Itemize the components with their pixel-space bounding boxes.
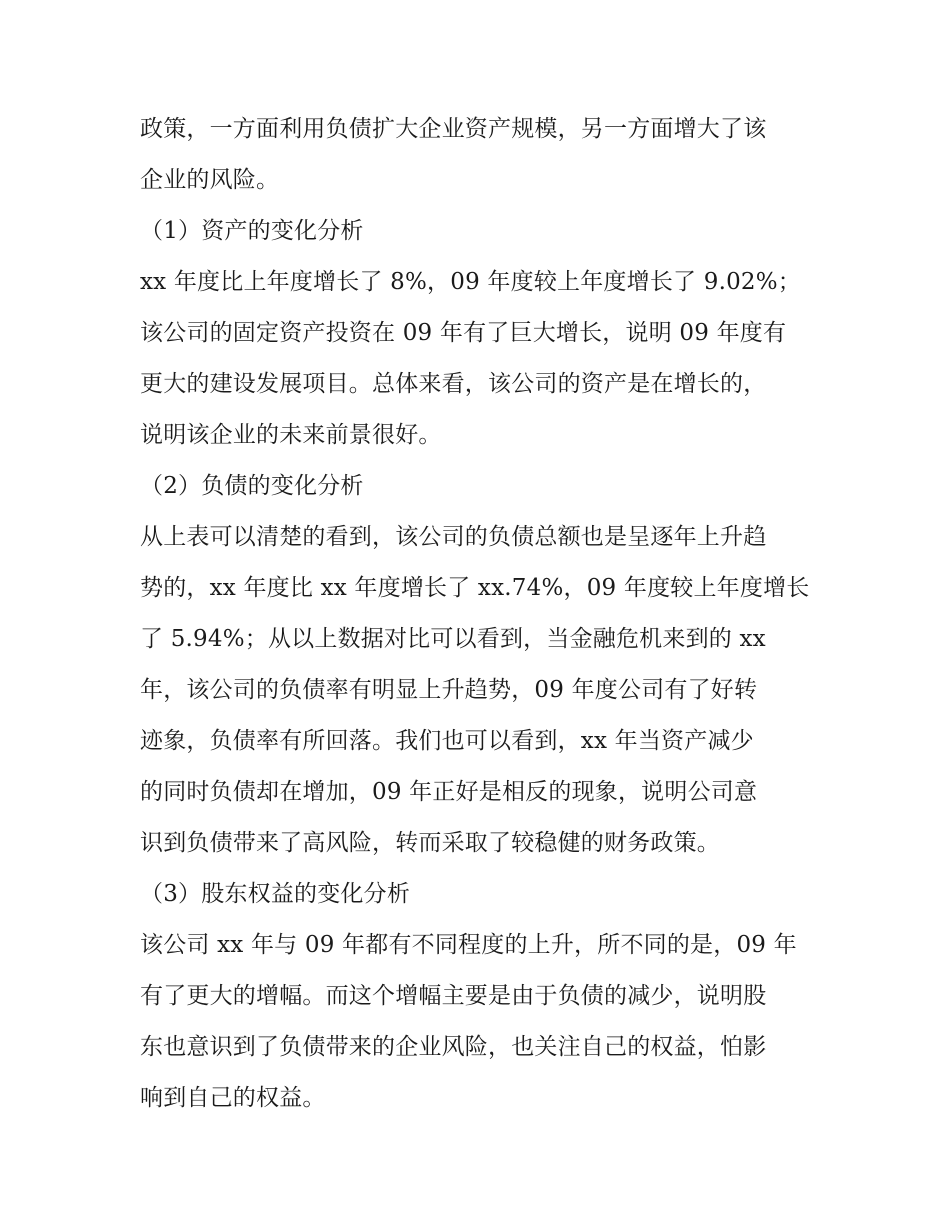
- paragraph-line: 政策，一方面利用负债扩大企业资产规模，另一方面增大了该: [140, 116, 767, 142]
- paragraph-line: 企业的风险。: [140, 167, 280, 193]
- paragraph-line: 识到负债带来了高风险，转而采取了较稳健的财务政策。: [140, 830, 720, 856]
- paragraph-line: 说明该企业的未来前景很好。: [140, 422, 442, 448]
- paragraph-line: 了 5.94%；从以上数据对比可以看到，当金融危机来到的 xx: [140, 626, 766, 652]
- paragraph-line: 的同时负债却在增加，09 年正好是相反的现象，说明公司意: [140, 779, 758, 805]
- paragraph-line: xx 年度比上年度增长了 8%，09 年度较上年度增长了 9.02%；: [140, 269, 802, 295]
- paragraph-line: 更大的建设发展项目。总体来看，该公司的资产是在增长的，: [140, 371, 767, 397]
- paragraph-line: 东也意识到了负债带来的企业风险，也关注自己的权益，怕影: [140, 1034, 767, 1060]
- paragraph-line: 该公司的固定资产投资在 09 年有了巨大增长，说明 09 年度有: [140, 320, 787, 346]
- paragraph-line: 响到自己的权益。: [140, 1085, 326, 1111]
- paragraph-line: 势的，xx 年度比 xx 年度增长了 xx.74%，09 年度较上年度增长: [140, 575, 810, 601]
- paragraph-line: 该公司 xx 年与 09 年都有不同程度的上升，所不同的是，09 年: [140, 932, 797, 958]
- paragraph-line: 从上表可以清楚的看到，该公司的负债总额也是呈逐年上升趋: [140, 524, 767, 550]
- paragraph-line: 年，该公司的负债率有明显上升趋势，09 年度公司有了好转: [140, 677, 758, 703]
- paragraph-line: 迹象，负债率有所回落。我们也可以看到，xx 年当资产减少: [140, 728, 754, 754]
- section-heading-assets: （1）资产的变化分析: [140, 218, 364, 244]
- section-heading-equity: （3）股东权益的变化分析: [140, 881, 411, 907]
- document-body: [140, 104, 820, 1124]
- section-heading-liabilities: （2）负债的变化分析: [140, 473, 364, 499]
- paragraph-line: 有了更大的增幅。而这个增幅主要是由于负债的减少，说明股: [140, 983, 767, 1009]
